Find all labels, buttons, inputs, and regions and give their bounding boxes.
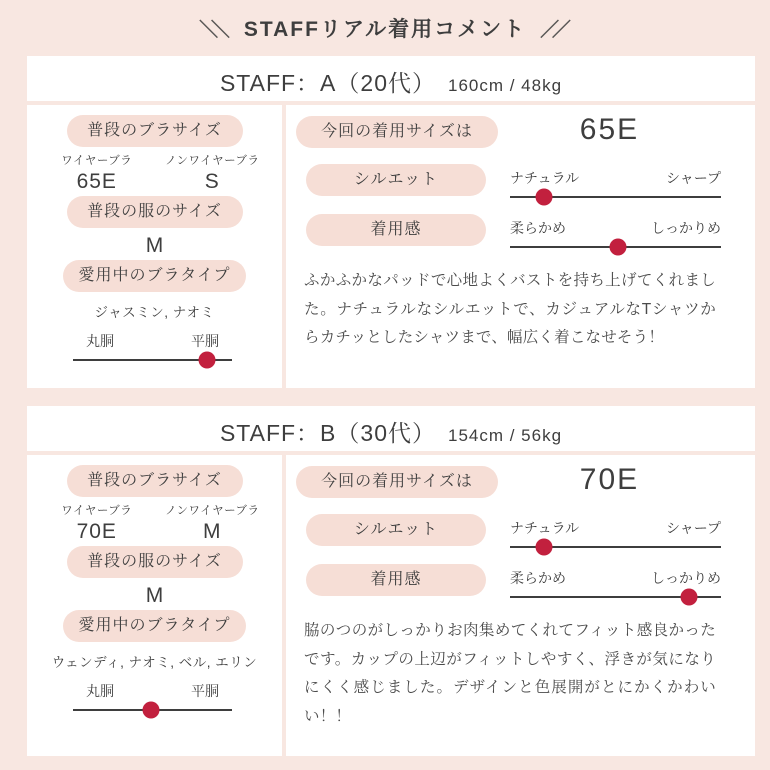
non-wire-bra-label: ノンワイヤーブラ [164,505,260,517]
favorite-bra-type-pill: 愛用中のブラタイプ [63,610,245,642]
clothes-size-value: M [145,234,164,257]
silhouette-scale [510,518,721,548]
fit-right-label: しっかりめ [651,570,721,586]
fit-scale-dot [609,239,626,256]
favorite-bra-type-pill: 愛用中のブラタイプ [63,260,245,292]
fit-scale-track [510,246,721,248]
silhouette-right-label: シャープ [665,520,721,536]
fit-pill: 着用感 [306,214,486,246]
staff-card-b [27,406,755,756]
torso-scale-track [73,359,232,361]
usual-clothes-size-pill: 普段の服のサイズ [67,196,243,228]
staff-comment: 脇のつのがしっかりお肉集めてくれてフィット感良かったです。カップの上辺がフィットしやすく、浮きが気になりにくく感じました。デザインと色展開がとにかくかわいい！！ [304,622,716,726]
staff-card-a [27,56,755,388]
non-wire-bra-label: ノンワイヤーブラ [164,155,260,167]
fit-left-label: 柔らかめ [510,570,566,586]
clothes-size-value: M [145,584,164,607]
page-title: STAFFリアル着用コメント [243,18,527,41]
wire-bra-label: ワイヤーブラ [61,155,133,167]
staff-name: STAFF：B（30代） [219,420,436,446]
silhouette-scale-labels [510,518,721,538]
torso-scale-labels [73,331,232,351]
slash-decoration-left: ＼＼ [199,19,223,41]
torso-round-label: 丸胴 [86,683,114,699]
staff-comment: ふかふかなパッドで心地よくバストを持ち上げてくれました。ナチュラルなシルエットで、カジュアルなTシャツからカチッとしたシャツまで、幅広く着こなせそう！ [304,272,716,347]
wire-bra-size: 65E [76,170,117,193]
fit-scale-dot [681,589,698,606]
fit-scale [510,218,721,248]
wearing-size-value: 70E [579,463,640,496]
silhouette-scale-track [510,546,721,548]
fit-right-label: しっかりめ [651,220,721,236]
bra-type-value: ウェンディ, ナオミ, ベル, エリン [51,655,258,670]
silhouette-pill: シルエット [306,164,486,196]
torso-scale-dot [198,352,215,369]
staff-a-review-column [286,105,755,388]
silhouette-left-label: ナチュラル [510,520,580,536]
fit-row [296,214,721,248]
staff-b-profile-column [27,455,282,756]
torso-scale-labels [73,681,232,701]
usual-bra-size-pill: 普段のブラサイズ [67,115,243,147]
fit-left-label: 柔らかめ [510,220,566,236]
slash-decoration-right: ／／ [540,19,564,41]
fit-scale-track [510,596,721,598]
wire-bra-size: 70E [76,520,117,543]
usual-clothes-size-pill: 普段の服のサイズ [67,546,243,578]
wire-bra-label: ワイヤーブラ [61,505,133,517]
staff-b-review-column [286,455,755,756]
non-wire-bra-size: S [204,170,220,193]
silhouette-scale-dot [535,189,552,206]
fit-scale-labels [510,568,721,588]
usual-bra-sizes [27,152,282,194]
wearing-size-pill: 今回の着用サイズは [296,116,498,148]
fit-scale-labels [510,218,721,238]
silhouette-scale-dot [535,539,552,556]
silhouette-left-label: ナチュラル [510,170,580,186]
silhouette-scale [510,168,721,198]
torso-shape-scale [73,331,232,361]
silhouette-row [296,514,721,548]
staff-stats: 160cm / 48kg [447,76,563,95]
bra-type-value: ジャスミン, ナオミ [94,305,215,320]
silhouette-right-label: シャープ [665,170,721,186]
torso-flat-label: 平胴 [191,333,219,349]
torso-scale-dot [142,702,159,719]
staff-stats: 154cm / 56kg [447,426,563,445]
silhouette-scale-track [510,196,721,198]
wearing-size-row [296,463,721,498]
wearing-size-pill: 今回の着用サイズは [296,466,498,498]
fit-row [296,564,721,598]
wearing-size-value: 65E [579,113,640,146]
page-header [0,10,770,46]
staff-name: STAFF：A（20代） [219,70,436,96]
staff-a-profile-column [27,105,282,388]
staff-a-header [27,56,755,101]
torso-round-label: 丸胴 [86,333,114,349]
staff-b-header [27,406,755,451]
silhouette-row [296,164,721,198]
silhouette-pill: シルエット [306,514,486,546]
torso-shape-scale [73,681,232,711]
usual-bra-sizes [27,502,282,544]
fit-scale [510,568,721,598]
torso-flat-label: 平胴 [191,683,219,699]
torso-scale-track [73,709,232,711]
fit-pill: 着用感 [306,564,486,596]
silhouette-scale-labels [510,168,721,188]
non-wire-bra-size: M [203,520,222,543]
usual-bra-size-pill: 普段のブラサイズ [67,465,243,497]
wearing-size-row [296,113,721,148]
